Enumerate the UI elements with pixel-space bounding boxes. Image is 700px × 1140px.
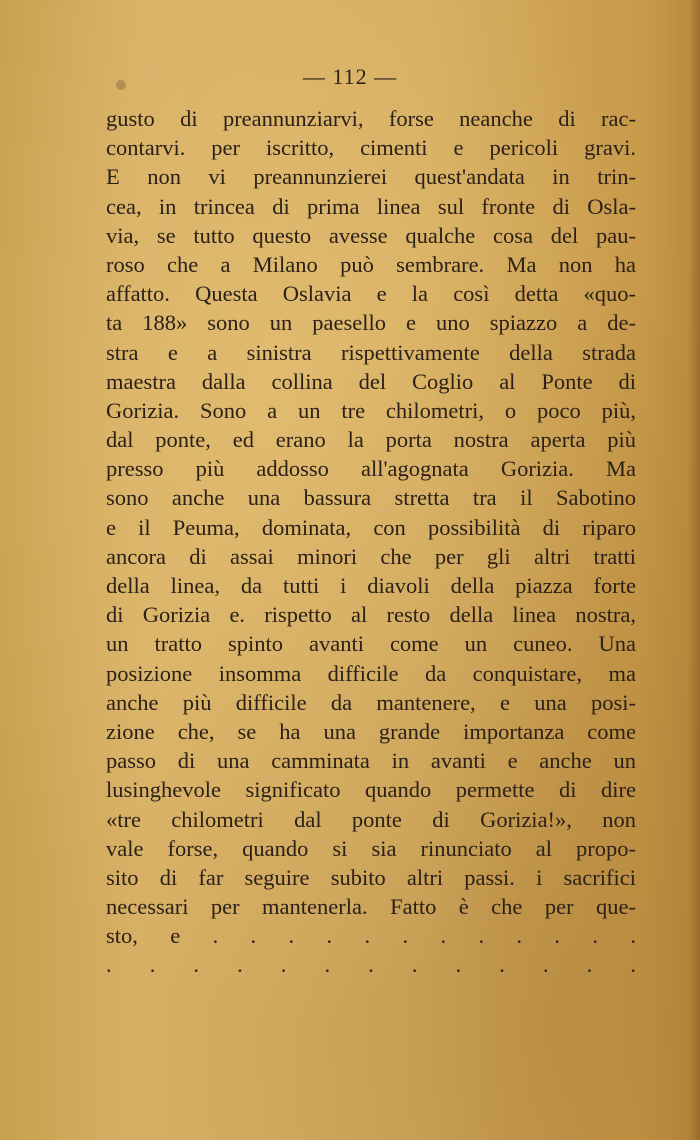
text-line: e il Peuma, dominata, con possibilità di riparo xyxy=(106,514,636,540)
text-line: E non vi preannunzierei quest'andata in trin- xyxy=(106,164,636,190)
text-line: gusto di preannunziarvi, forse neanche di rac- xyxy=(106,106,636,131)
text-line: dal ponte, ed erano la porta nostra aperta più xyxy=(106,427,636,453)
text-line: di Gorizia e. rispetto al resto della linea nostra, xyxy=(106,602,636,628)
text-line: contarvi. per iscritto, cimenti e pericoli gravi. xyxy=(106,135,636,161)
text-line: anche più difficile da mantenere, e una posi- xyxy=(106,689,636,715)
text-line: un tratto spinto avanti come un cuneo. Una xyxy=(106,631,636,657)
ellipsis-line: . . . . . . . . . . . . . xyxy=(106,952,636,978)
text-line: «tre chilometri dal ponte di Gorizia!», non xyxy=(106,806,636,832)
page-number: — 112 — xyxy=(302,64,398,89)
text-line: vale forse, quando si sia rinunciato al propo- xyxy=(106,835,636,861)
text-line: passo di una camminata in avanti e anche un xyxy=(106,748,636,774)
text-line: lusinghevole significato quando permette di dire xyxy=(106,777,636,803)
text-line: necessari per mantenerla. Fatto è che per que- xyxy=(106,894,636,920)
text-line: posizione insomma difficile da conquistare, ma xyxy=(106,660,636,686)
text-line: roso che a Milano può sembrare. Ma non ha xyxy=(106,251,636,277)
text-line: della linea, da tutti i diavoli della piazza forte xyxy=(106,573,636,598)
body-text xyxy=(106,104,636,980)
text-line: presso più addosso all'agognata Gorizia. Ma xyxy=(106,456,636,482)
text-line: stra e a sinistra rispettivamente della strada xyxy=(106,339,636,365)
text-line: sono anche una bassura stretta tra il Sabotino xyxy=(106,485,636,511)
text-line: zione che, se ha una grande importanza come xyxy=(106,718,636,744)
text-line: Gorizia. Sono a un tre chilometri, o poco più, xyxy=(106,397,636,423)
text-line: via, se tutto questo avesse qualche cosa del pau- xyxy=(106,222,636,248)
text-line: sito di far seguire subito altri passi. i sacrifici xyxy=(106,864,636,890)
text-line: cea, in trincea di prima linea sul fronte di Osla- xyxy=(106,193,636,219)
text-line: affatto. Questa Oslavia e la così detta «quo- xyxy=(106,281,636,307)
page-edge-shadow xyxy=(688,0,700,1140)
text-line: ancora di assai minori che per gli altri tratti xyxy=(106,543,636,569)
text-line: ta 188» sono un paesello e uno spiazzo a de- xyxy=(106,310,636,336)
text-line: sto, e . . . . . . . . . . . . xyxy=(106,923,636,949)
text-line: maestra dalla collina del Coglio al Ponte di xyxy=(106,368,636,394)
